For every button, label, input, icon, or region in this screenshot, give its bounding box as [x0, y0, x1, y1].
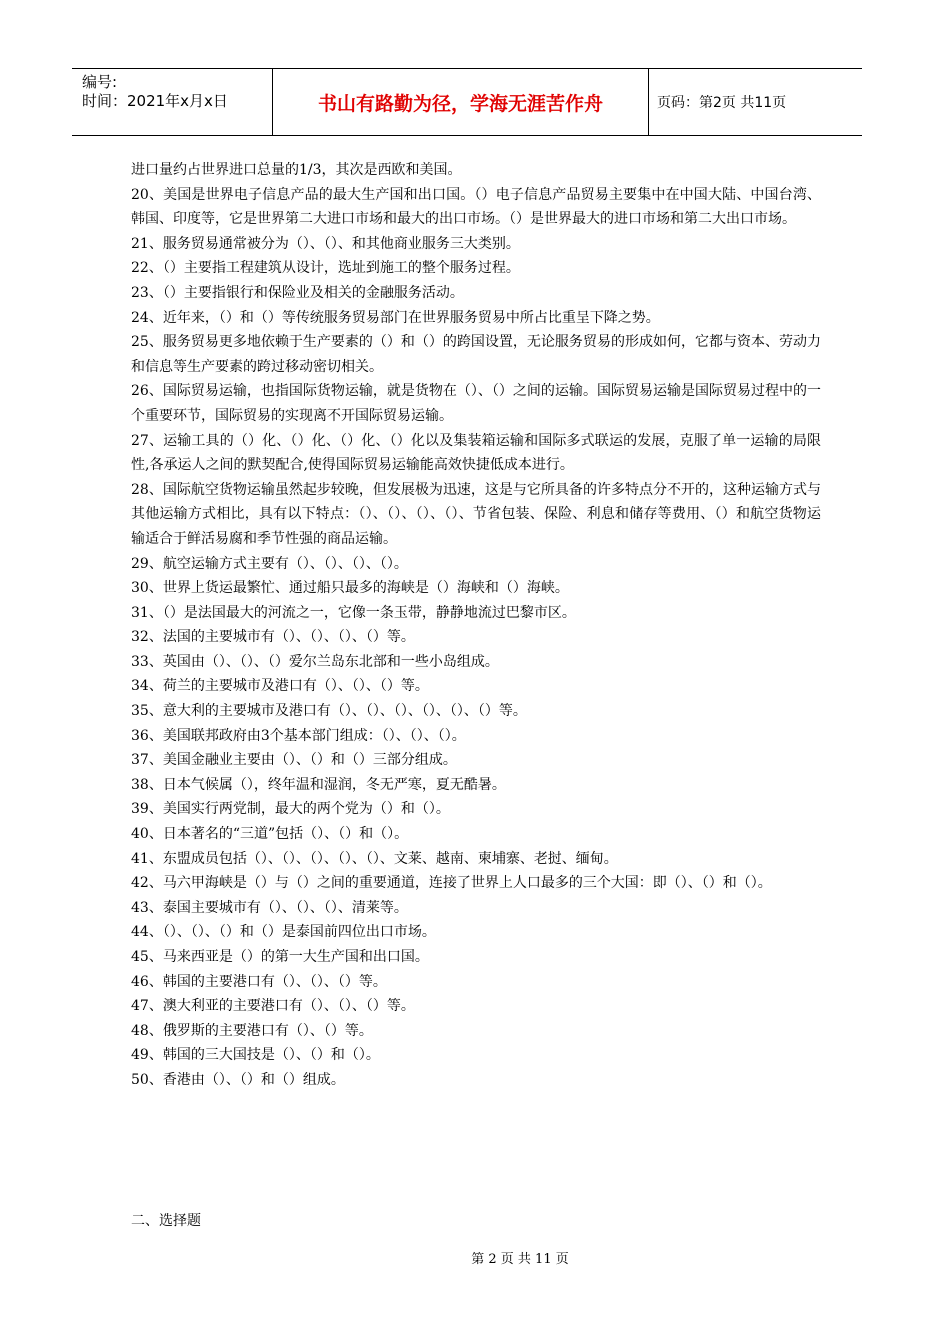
question-47: 47、澳大利亚的主要港口有（）、（）、（）等。: [131, 998, 415, 1015]
page-footer: 第 2 页 共 11 页: [471, 1252, 569, 1267]
question-37: 37、美国金融业主要由（）、（）和（）三部分组成。: [131, 752, 457, 769]
question-46: 46、韩国的主要港口有（）、（）、（）等。: [131, 973, 387, 990]
question-36: 36、美国联邦政府由3个基本部门组成：（）、（）、（）。: [131, 727, 466, 744]
document-number-label: 编号:: [82, 73, 118, 91]
question-33: 33、英国由（）、（）、（）爱尔兰岛东北部和一些小岛组成。: [131, 653, 499, 670]
question-21: 21、服务贸易通常被分为（）、（）、和其他商业服务三大类别。: [131, 235, 520, 252]
question-28: 28、国际航空货物运输虽然起步较晚，但发展极为迅速，这是与它所具备的许多特点分不开的，这种运输方式与其他运输方式相比，具有以下特点：（）、（）、（）、（）、节省包装、保险、利息和储存等费用、（）和航空货物运输适合于鲜活易腐和季节性强的商品运输。: [131, 481, 821, 547]
question-32: 32、法国的主要城市有（）、（）、（）、（）等。: [131, 629, 415, 646]
question-34: 34、荷兰的主要城市及港口有（）、（）、（）等。: [131, 678, 429, 695]
question-25: 25、服务贸易更多地依赖于生产要素的（）和（）的跨国设置，无论服务贸易的形成如何，它都与资本、劳动力和信息等生产要素的跨过移动密切相关。: [131, 334, 821, 375]
question-31: 31、（）是法国最大的河流之一，它像一条玉带，静静地流过巴黎市区。: [131, 604, 576, 621]
question-41: 41、东盟成员包括（）、（）、（）、（）、（）、文莱、越南、柬埔寨、老挝、缅甸。: [131, 850, 618, 867]
question-24: 24、近年来，（）和（）等传统服务贸易部门在世界服务贸易中所占比重呈下降之势。: [131, 309, 660, 326]
question-42: 42、马六甲海峡是（）与（）之间的重要通道，连接了世界上人口最多的三个大国：即（）、（）和（）。: [131, 875, 772, 892]
question-38: 38、日本气候属（），终年温和湿润，冬无严寒，夏无酷暑。: [131, 776, 506, 793]
question-40: 40、日本著名的“三道”包括（）、（）和（）。: [131, 826, 409, 843]
question-39: 39、美国实行两党制，最大的两个党为（）和（）。: [131, 801, 450, 818]
question-20: 20、美国是世界电子信息产品的最大生产国和出口国。（）电子信息产品贸易主要集中在中国大陆、中国台湾、韩国、印度等，它是世界第二大进口市场和最大的出口市场。（）是世界最大的进口市场和第二大出口市场。: [131, 186, 821, 228]
header-motto: 书山有路勤为径，学海无涯苦作舟: [273, 69, 649, 135]
question-49: 49、韩国的三大国技是（）、（）和（）。: [131, 1047, 380, 1064]
header-page-number: 页码：第2页 共11页: [657, 95, 787, 111]
question-35: 35、意大利的主要城市及港口有（）、（）、（）、（）、（）、（）等。: [131, 703, 527, 720]
question-44: 44、（）、（）、（）和（）是泰国前四位出口市场。: [131, 924, 436, 941]
document-body: [131, 158, 821, 1093]
question-27: 27、运输工具的（）化、（）化、（）化、（）化以及集装箱运输和国际多式联运的发展，克服了单一运输的局限性,各承运人之间的默契配合,使得国际贸易运输能高效快捷低成本进行。: [131, 432, 821, 474]
page-header: [72, 68, 862, 136]
question-23: 23、（）主要指银行和保险业及相关的金融服务活动。: [131, 284, 464, 301]
header-meta: [72, 69, 273, 135]
question-50: 50、香港由（）、（）和（）组成。: [131, 1071, 345, 1088]
document-time-label: 时间：2021年x月x日: [82, 92, 228, 110]
section-heading: 二、选择题: [131, 1213, 201, 1229]
question-43: 43、泰国主要城市有（）、（）、（）、清莱等。: [131, 899, 408, 916]
question-29: 29、航空运输方式主要有（）、（）、（）、（）。: [131, 555, 408, 572]
paragraph: 进口量约占世界进口总量的1/3，其次是西欧和美国。: [131, 162, 462, 178]
question-22: 22、（）主要指工程建筑从设计，选址到施工的整个服务过程。: [131, 260, 520, 277]
question-45: 45、马来西亚是（）的第一大生产国和出口国。: [131, 949, 429, 965]
question-30: 30、世界上货运最繁忙、通过船只最多的海峡是（）海峡和（）海峡。: [131, 580, 569, 597]
question-48: 48、俄罗斯的主要港口有（）、（）等。: [131, 1022, 373, 1039]
question-26: 26、国际贸易运输，也指国际货物运输，就是货物在（）、（）之间的运输。国际贸易运输是国际贸易过程中的一个重要环节，国际贸易的实现离不开国际贸易运输。: [131, 383, 821, 424]
